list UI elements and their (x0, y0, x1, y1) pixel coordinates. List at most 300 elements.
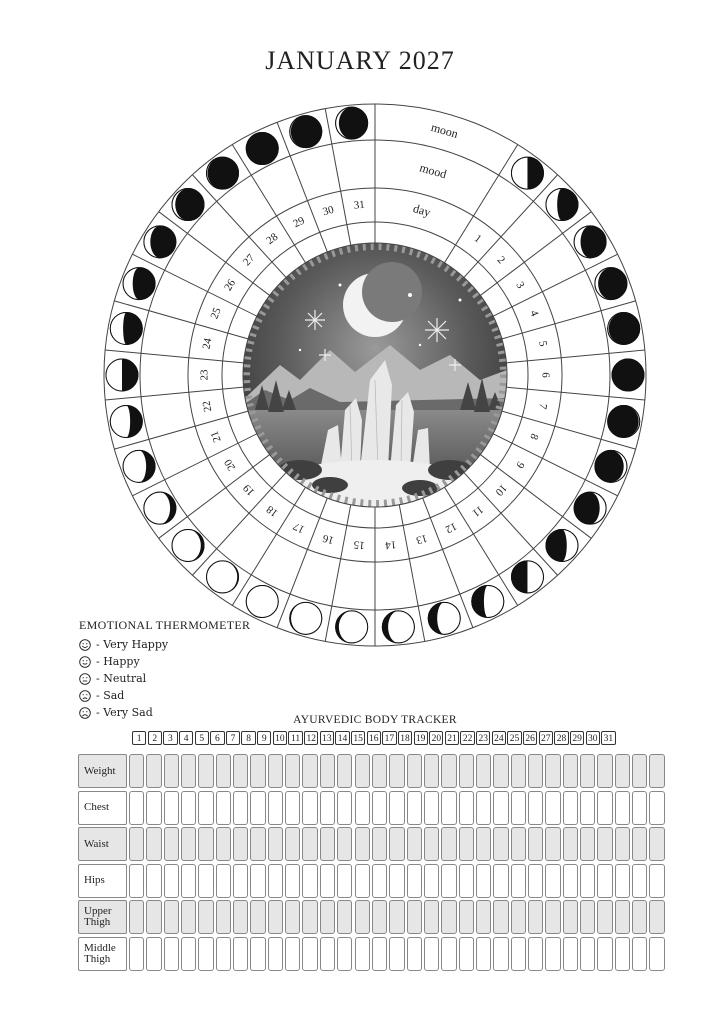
tracker-cell[interactable] (424, 864, 439, 898)
tracker-cell[interactable] (181, 864, 196, 898)
tracker-day-header-cell: 30 (586, 731, 600, 745)
day-number: 1 (471, 232, 484, 246)
moon-phase-icon (144, 492, 176, 524)
tracker-cell[interactable] (407, 791, 422, 825)
tracker-cell[interactable] (459, 791, 474, 825)
day-number: 16 (321, 531, 336, 547)
tracker-cell[interactable] (476, 754, 491, 788)
tracker-cell[interactable] (337, 791, 352, 825)
tracker-cell[interactable] (320, 754, 335, 788)
tracker-cell[interactable] (355, 791, 370, 825)
day-number: 21 (208, 429, 224, 444)
tracker-cell[interactable] (164, 937, 179, 971)
tracker-day-header-cell: 3 (163, 731, 177, 745)
day-number: 2 (494, 254, 508, 267)
tracker-cell[interactable] (250, 864, 265, 898)
tracker-row-label: Waist (78, 827, 127, 861)
day-number: 13 (414, 531, 429, 547)
tracker-day-header-cell: 14 (335, 731, 349, 745)
thermometer-label: - Very Happy (96, 638, 169, 651)
tracker-cell[interactable] (528, 937, 543, 971)
moon-phase-icon (172, 189, 204, 221)
tracker-day-header-cell: 29 (570, 731, 584, 745)
tracker-cell[interactable] (355, 754, 370, 788)
tracker-cell[interactable] (493, 864, 508, 898)
tracker-cell[interactable] (528, 791, 543, 825)
moon-phase-icon (123, 268, 155, 300)
tracker-cell[interactable] (372, 827, 387, 861)
tracker-day-header-cell: 7 (226, 731, 240, 745)
tracker-cell[interactable] (493, 791, 508, 825)
thermometer-item (79, 670, 339, 687)
tracker-cell[interactable] (216, 864, 231, 898)
tracker-cell[interactable] (511, 754, 526, 788)
tracker-cell[interactable] (441, 900, 456, 934)
tracker-cell[interactable] (528, 754, 543, 788)
tracker-cell[interactable] (320, 900, 335, 934)
tracker-day-header-cell: 8 (241, 731, 255, 745)
moon-phase-icon (428, 602, 460, 634)
tracker-cell[interactable] (511, 937, 526, 971)
tracker-cell[interactable] (389, 864, 404, 898)
tracker-cell[interactable] (545, 864, 560, 898)
tracker-cell[interactable] (493, 900, 508, 934)
moon-phase-icon (546, 529, 578, 561)
tracker-day-header-cell: 4 (179, 731, 193, 745)
tracker-row (78, 900, 665, 934)
tracker-cell[interactable] (389, 754, 404, 788)
tracker-cell[interactable] (320, 827, 335, 861)
tracker-cell[interactable] (372, 754, 387, 788)
sector-divider (480, 212, 591, 296)
day-number: 10 (492, 481, 510, 498)
tracker-cell[interactable] (146, 827, 161, 861)
moon-phase-icon (595, 268, 627, 300)
tracker-cell[interactable] (372, 937, 387, 971)
tracker-cell[interactable] (545, 791, 560, 825)
tracker-day-header-cell: 23 (476, 731, 490, 745)
sector-divider (159, 212, 270, 296)
tracker-cell[interactable] (285, 754, 300, 788)
tracker-day-header-cell: 17 (382, 731, 396, 745)
tracker-cell[interactable] (129, 827, 144, 861)
moon-phase-icon (336, 107, 368, 139)
tracker-cell[interactable] (545, 754, 560, 788)
tracker-day-header-cell: 20 (429, 731, 443, 745)
day-number: 7 (536, 402, 549, 411)
tracker-cell[interactable] (250, 754, 265, 788)
tracker-cell[interactable] (407, 864, 422, 898)
moon-phase-icon (106, 359, 138, 391)
tracker-day-header-cell: 5 (195, 731, 209, 745)
center-illustration (240, 243, 507, 520)
tracker-day-header-cell: 2 (148, 731, 162, 745)
tracker-cell[interactable] (320, 864, 335, 898)
tracker-cell[interactable] (181, 754, 196, 788)
tracker-cell[interactable] (302, 827, 317, 861)
tracker-cell[interactable] (580, 900, 595, 934)
tracker-cell[interactable] (493, 937, 508, 971)
day-number: 9 (513, 459, 527, 471)
tracker-day-header-cell: 10 (273, 731, 287, 745)
moon-phase-icon (612, 359, 644, 391)
tracker-cell[interactable] (302, 900, 317, 934)
day-number: 29 (291, 214, 307, 231)
tracker-cell[interactable] (649, 791, 664, 825)
tracker-cell[interactable] (164, 900, 179, 934)
tracker-cell[interactable] (216, 791, 231, 825)
tracker-cell[interactable] (198, 827, 213, 861)
tracker-cell[interactable] (476, 827, 491, 861)
tracker-cell[interactable] (198, 900, 213, 934)
sector-divider (159, 455, 270, 539)
moon-phase-icon (511, 157, 543, 189)
moon-phase-icon (595, 450, 627, 482)
thermometer-item (79, 653, 339, 670)
tracker-cell[interactable] (424, 937, 439, 971)
tracker-cell[interactable] (285, 827, 300, 861)
tracker-day-header (132, 731, 617, 746)
tracker-cell[interactable] (198, 864, 213, 898)
thermometer-item (79, 636, 339, 653)
tracker-cell[interactable] (563, 937, 578, 971)
moon-phase-icon (123, 450, 155, 482)
tracker-cell[interactable] (129, 900, 144, 934)
sector-divider (464, 473, 558, 576)
tracker-row (78, 827, 665, 861)
tracker-cell[interactable] (268, 864, 283, 898)
moon-phase-icon (110, 313, 142, 345)
tracker-day-header-cell: 18 (398, 731, 412, 745)
moon-phase-icon (207, 561, 239, 593)
day-number: 23 (198, 369, 211, 381)
tracker-cell[interactable] (597, 827, 612, 861)
tracker-cell[interactable] (355, 937, 370, 971)
tracker-cell[interactable] (632, 864, 647, 898)
thermometer-item (79, 687, 339, 704)
tracker-day-header-cell: 11 (288, 731, 302, 745)
tracker-cell[interactable] (441, 937, 456, 971)
tracker-cell[interactable] (649, 754, 664, 788)
tracker-cell[interactable] (302, 864, 317, 898)
tracker-cell[interactable] (580, 864, 595, 898)
tracker-cell[interactable] (493, 827, 508, 861)
tracker-cell[interactable] (563, 864, 578, 898)
tracker-day-header-cell: 9 (257, 731, 271, 745)
tracker-cell[interactable] (337, 827, 352, 861)
tracker-cell[interactable] (268, 937, 283, 971)
tracker-day-header-cell: 15 (351, 731, 365, 745)
tracker-cell[interactable] (476, 791, 491, 825)
tracker-day-header-cell: 6 (210, 731, 224, 745)
tracker-day-header-cell: 28 (554, 731, 568, 745)
tracker-cell[interactable] (597, 900, 612, 934)
happy-face-icon (79, 656, 91, 668)
day-number: 31 (353, 198, 366, 212)
tracker-cell[interactable] (441, 827, 456, 861)
thermometer-label: - Neutral (96, 672, 147, 685)
tracker-cell[interactable] (250, 937, 265, 971)
tracker-day-header-cell: 1 (132, 731, 146, 745)
tracker-cell[interactable] (511, 791, 526, 825)
tracker-cell[interactable] (337, 937, 352, 971)
moon-phase-icon (110, 405, 142, 437)
tracker-cell[interactable] (216, 937, 231, 971)
tracker-cell[interactable] (181, 900, 196, 934)
tracker-row (78, 791, 665, 825)
tracker-cell[interactable] (441, 791, 456, 825)
tracker-cell[interactable] (632, 900, 647, 934)
tracker-cell[interactable] (389, 900, 404, 934)
tracker-cell[interactable] (320, 791, 335, 825)
tracker-cell[interactable] (424, 827, 439, 861)
tracker-cell[interactable] (268, 754, 283, 788)
tracker-cell[interactable] (407, 900, 422, 934)
tracker-cell[interactable] (355, 900, 370, 934)
moon-phase-icon (144, 226, 176, 258)
tracker-cell[interactable] (563, 900, 578, 934)
tracker-cell[interactable] (615, 864, 630, 898)
tracker-day-header-cell: 25 (507, 731, 521, 745)
sad-face-icon (79, 690, 91, 702)
tracker-row (78, 937, 665, 971)
tracker-cell[interactable] (459, 864, 474, 898)
tracker-cell[interactable] (198, 791, 213, 825)
tracker-cell[interactable] (302, 791, 317, 825)
tracker-cell[interactable] (250, 827, 265, 861)
tracker-cell[interactable] (389, 791, 404, 825)
tracker-cell[interactable] (268, 791, 283, 825)
tracker-cell[interactable] (216, 827, 231, 861)
tracker-cell[interactable] (528, 827, 543, 861)
moon-phase-icon (608, 405, 640, 437)
tracker-cell[interactable] (389, 827, 404, 861)
tracker-cell[interactable] (233, 791, 248, 825)
moon-ring-label: moon (429, 119, 460, 141)
sector-divider (192, 473, 286, 576)
tracker-cell[interactable] (511, 900, 526, 934)
tracker-cell[interactable] (649, 827, 664, 861)
day-number: 24 (200, 337, 215, 351)
tracker-day-header-cell: 16 (367, 731, 381, 745)
day-number: 18 (264, 502, 281, 520)
day-number: 11 (469, 503, 486, 520)
tracker-cell[interactable] (649, 864, 664, 898)
tracker-cell[interactable] (545, 900, 560, 934)
tracker-cell[interactable] (146, 791, 161, 825)
tracker-cell[interactable] (302, 937, 317, 971)
tracker-cell[interactable] (285, 900, 300, 934)
moon-phase-icon (472, 585, 504, 617)
moon-phase-icon (574, 492, 606, 524)
tracker-cell[interactable] (424, 791, 439, 825)
tracker-cell[interactable] (164, 791, 179, 825)
day-number: 14 (384, 538, 397, 552)
tracker-cell[interactable] (407, 827, 422, 861)
tracker-cell[interactable] (146, 937, 161, 971)
tracker-cell[interactable] (233, 900, 248, 934)
tracker-cell[interactable] (372, 900, 387, 934)
tracker-row (78, 864, 665, 898)
tracker-cell[interactable] (424, 900, 439, 934)
emotional-thermometer (79, 618, 339, 721)
tracker-cell[interactable] (164, 827, 179, 861)
tracker-cell[interactable] (441, 864, 456, 898)
tracker-cell[interactable] (545, 937, 560, 971)
tracker-cell[interactable] (597, 864, 612, 898)
tracker-cell[interactable] (389, 937, 404, 971)
tracker-cell[interactable] (198, 937, 213, 971)
moon-phase-icon (172, 529, 204, 561)
tracker-row-label: Middle Thigh (78, 937, 127, 971)
moon-phase-icon (246, 133, 278, 165)
tracker-cell[interactable] (597, 937, 612, 971)
tracker-cell[interactable] (233, 754, 248, 788)
tracker-cell[interactable] (615, 900, 630, 934)
sector-divider (444, 145, 517, 263)
tracker-cell[interactable] (407, 937, 422, 971)
tracker-cell[interactable] (459, 827, 474, 861)
tracker-cell[interactable] (563, 827, 578, 861)
tracker-cell[interactable] (528, 900, 543, 934)
tracker-cell[interactable] (580, 754, 595, 788)
tracker-day-header-cell: 19 (414, 731, 428, 745)
tracker-cell[interactable] (493, 754, 508, 788)
tracker-cell[interactable] (268, 900, 283, 934)
moon-phase-icon (574, 226, 606, 258)
tracker-cell[interactable] (250, 900, 265, 934)
day-number: 6 (539, 372, 552, 378)
tracker-cell[interactable] (181, 791, 196, 825)
tracker-cell[interactable] (129, 754, 144, 788)
tracker-cell[interactable] (649, 900, 664, 934)
page-title: JANUARY 2027 (265, 46, 455, 75)
tracker-cell[interactable] (615, 827, 630, 861)
tracker-cell[interactable] (545, 827, 560, 861)
very-happy-face-icon (79, 639, 91, 651)
tracker-cell[interactable] (441, 754, 456, 788)
moon-phase-icon (511, 561, 543, 593)
tracker-day-header-cell: 24 (492, 731, 506, 745)
tracker-row-label: Weight (78, 754, 127, 788)
tracker-cell[interactable] (563, 754, 578, 788)
tracker-day-header-cell: 26 (523, 731, 537, 745)
moon-phase-icon (382, 611, 414, 643)
tracker-cell[interactable] (615, 937, 630, 971)
tracker-cell[interactable] (424, 754, 439, 788)
day-number: 30 (321, 203, 336, 219)
tracker-cell[interactable] (198, 754, 213, 788)
tracker-cell[interactable] (146, 900, 161, 934)
tracker-cell[interactable] (233, 937, 248, 971)
tracker-cell[interactable] (302, 754, 317, 788)
thermometer-label: - Sad (96, 689, 125, 702)
tracker-cell[interactable] (597, 754, 612, 788)
tracker-day-header-cell: 12 (304, 731, 318, 745)
tracker-cell[interactable] (181, 827, 196, 861)
tracker-cell[interactable] (632, 937, 647, 971)
moon-phase-icon (546, 189, 578, 221)
tracker-cell[interactable] (320, 937, 335, 971)
tracker-row (78, 754, 665, 788)
tracker-cell[interactable] (216, 754, 231, 788)
tracker-cell[interactable] (580, 827, 595, 861)
tracker-cell[interactable] (233, 864, 248, 898)
tracker-cell[interactable] (129, 791, 144, 825)
tracker-cell[interactable] (632, 827, 647, 861)
tracker-cell[interactable] (476, 864, 491, 898)
tracker-cell[interactable] (511, 864, 526, 898)
tracker-cell[interactable] (146, 754, 161, 788)
tracker-cell[interactable] (233, 827, 248, 861)
tracker-cell[interactable] (580, 791, 595, 825)
tracker-cell[interactable] (632, 791, 647, 825)
tracker-cell[interactable] (563, 791, 578, 825)
tracker-cell[interactable] (597, 791, 612, 825)
tracker-day-header-cell: 13 (320, 731, 334, 745)
tracker-cell[interactable] (337, 754, 352, 788)
tracker-cell[interactable] (355, 864, 370, 898)
tracker-day-header-cell: 21 (445, 731, 459, 745)
tracker-cell[interactable] (181, 937, 196, 971)
day-number: 26 (222, 277, 239, 294)
tracker-cell[interactable] (476, 937, 491, 971)
day-number: 28 (264, 230, 281, 248)
tracker-cell[interactable] (250, 791, 265, 825)
tracker-cell[interactable] (285, 864, 300, 898)
tracker-cell[interactable] (268, 827, 283, 861)
moon-phase-icon (336, 611, 368, 643)
tracker-day-header-cell: 22 (460, 731, 474, 745)
tracker-row-label: Chest (78, 791, 127, 825)
moon-phase-icon (608, 313, 640, 345)
day-number: 20 (222, 456, 239, 473)
tracker-cell[interactable] (164, 864, 179, 898)
day-number: 15 (353, 538, 366, 552)
day-number: 4 (527, 308, 541, 319)
neutral-face-icon (79, 673, 91, 685)
tracker-cell[interactable] (146, 864, 161, 898)
thermometer-heading: EMOTIONAL THERMOMETER (79, 618, 251, 632)
tracker-cell[interactable] (129, 937, 144, 971)
tracker-cell[interactable] (580, 937, 595, 971)
day-number: 3 (513, 279, 527, 291)
thermometer-label: - Very Sad (96, 706, 153, 719)
tracker-cell[interactable] (632, 754, 647, 788)
tracker-cell[interactable] (337, 900, 352, 934)
tracker-cell[interactable] (285, 791, 300, 825)
tracker-cell[interactable] (459, 937, 474, 971)
tracker-cell[interactable] (615, 791, 630, 825)
tracker-cell[interactable] (407, 754, 422, 788)
tracker-cell[interactable] (528, 864, 543, 898)
tracker-cell[interactable] (129, 864, 144, 898)
tracker-cell[interactable] (372, 791, 387, 825)
tracker-cell[interactable] (372, 864, 387, 898)
tracker-cell[interactable] (216, 900, 231, 934)
tracker-cell[interactable] (615, 754, 630, 788)
tracker-cell[interactable] (459, 754, 474, 788)
tracker-cell[interactable] (459, 900, 474, 934)
tracker-cell[interactable] (355, 827, 370, 861)
tracker-cell[interactable] (649, 937, 664, 971)
tracker-cell[interactable] (285, 937, 300, 971)
tracker-cell[interactable] (164, 754, 179, 788)
tracker-title: AYURVEDIC BODY TRACKER (293, 714, 457, 726)
tracker-cell[interactable] (337, 864, 352, 898)
tracker-cell[interactable] (476, 900, 491, 934)
tracker-cell[interactable] (511, 827, 526, 861)
